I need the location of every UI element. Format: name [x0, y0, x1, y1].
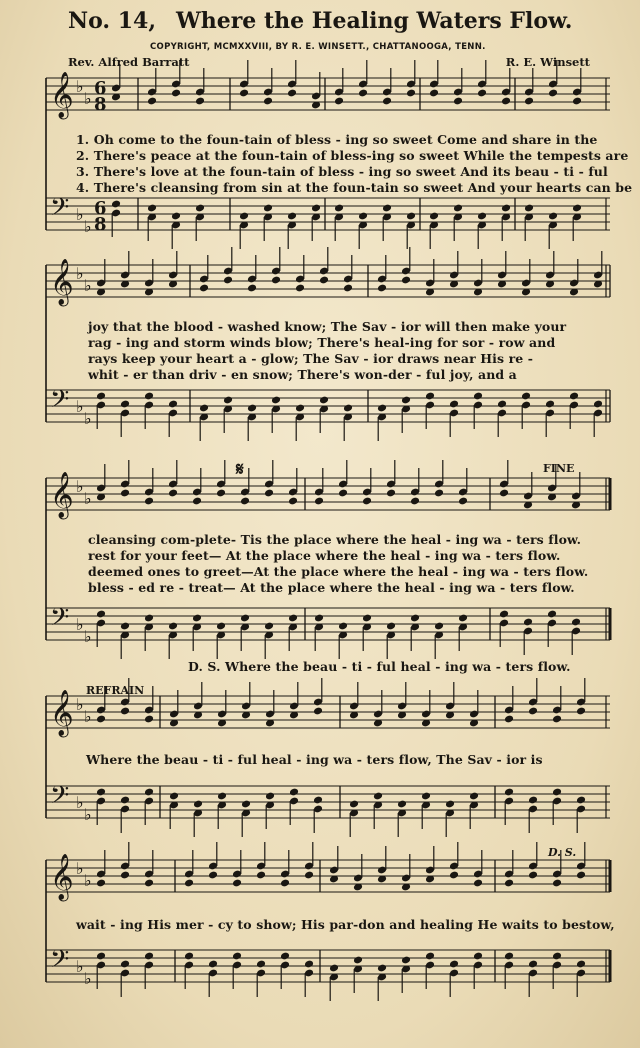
- system-3-bass-note: [458, 614, 468, 623]
- system-1-bass-note: [147, 204, 157, 213]
- system-1-treble-note: [572, 97, 582, 106]
- system-3-treble-note: [314, 497, 324, 506]
- system-5-treble-note: [449, 871, 459, 880]
- system-2-treble-note: [343, 284, 353, 293]
- system-5-treble-note: [232, 879, 242, 888]
- system-4-treble-note: [120, 707, 130, 716]
- system-2-treble-note: [295, 284, 305, 293]
- system-1-bass-note: [524, 204, 534, 213]
- system-4-treble-clef: 𝄞: [50, 690, 74, 736]
- system-5-bass-flat-sign: ♭: [76, 957, 84, 976]
- system-5-treble-note: [120, 871, 130, 880]
- system-1-bass-note: [572, 204, 582, 213]
- system-5-bass-note: [120, 960, 130, 969]
- system-1-treble-note: [171, 89, 181, 98]
- system-2-bass-note: [449, 400, 459, 409]
- system-1-bass-note: [382, 204, 392, 213]
- system-3-treble-note: [120, 489, 130, 498]
- segno-sign: 𝄋: [236, 459, 244, 480]
- system-5-treble-note: [473, 879, 483, 888]
- system-4-bass-note: [397, 800, 407, 809]
- hymn-title: Where the Healing Waters Flow.: [176, 8, 573, 34]
- system-2-bass-note: [497, 400, 507, 409]
- system-5-treble-note: [184, 879, 194, 888]
- system-1-treble-time-bottom: 8: [94, 94, 107, 115]
- ds-line: D. S. Where the beau - ti - ful heal - ing wa - ters flow.: [188, 659, 571, 674]
- system-4-bass-flat-sign: ♭: [76, 793, 84, 812]
- system-5-treble-note: [144, 879, 154, 888]
- system-1-bass-time-top: 6: [94, 198, 107, 219]
- system-5-treble-clef: 𝄞: [50, 854, 74, 900]
- system-5-bass-note: [528, 960, 538, 969]
- composer-credit: R. E. Winsett: [505, 55, 590, 69]
- system-4-bass-note: [144, 788, 154, 797]
- system-3-bass-note: [386, 622, 396, 631]
- system-1-treble-note: [382, 97, 392, 106]
- verse-4-line-2: whit - er than driv - en snow; There's won-der - ful joy, and a: [88, 367, 517, 382]
- system-4-treble-flat-sign: ♭: [84, 707, 92, 726]
- system-1-bass-note: [195, 204, 205, 213]
- system-4-treble-note: [313, 707, 323, 716]
- system-1-treble-note: [147, 97, 157, 106]
- system-1-bass-note: [334, 204, 344, 213]
- system-3-bass-note: [240, 614, 250, 623]
- system-1-bass-note: [171, 212, 181, 221]
- system-4-bass-note: [265, 792, 275, 801]
- system-2-bass-note: [425, 392, 435, 401]
- system-2-treble-flat-sign: ♭: [76, 264, 84, 283]
- system-3-bass-note: [499, 610, 509, 619]
- refrain-marking: REFRAIN: [86, 684, 145, 697]
- system-5-treble-note: [304, 871, 314, 880]
- system-1-bass-note: [548, 212, 558, 221]
- system-3-bass-note: [96, 610, 106, 619]
- system-2-treble-note: [199, 284, 209, 293]
- system-4-treble-note: [552, 715, 562, 724]
- system-3-bass-note: [288, 614, 298, 623]
- system-5-treble-note: [256, 871, 266, 880]
- system-1-bass-time-bottom: 8: [94, 214, 107, 235]
- system-3-bass-note: [547, 610, 557, 619]
- system-5-bass-note: [280, 952, 290, 961]
- system-1-bass-note: [358, 212, 368, 221]
- system-2-bass-note: [144, 392, 154, 401]
- system-5-bass-note: [401, 956, 411, 965]
- system-3-treble-note: [410, 497, 420, 506]
- system-5-treble-note: [552, 879, 562, 888]
- system-5-bass-note: [208, 960, 218, 969]
- system-2-bass-note: [247, 404, 257, 413]
- system-5-bass-note: [353, 956, 363, 965]
- system-3-treble-clef: 𝄞: [50, 472, 74, 518]
- system-2-bass-note: [401, 396, 411, 405]
- system-3-bass-note: [523, 618, 533, 627]
- system-5-bass-note: [96, 952, 106, 961]
- verse-1-line-2: joy that the blood - washed know; The Sav - ior will then make your: [88, 319, 567, 334]
- system-4-bass-note: [289, 788, 299, 797]
- refrain-line-2: wait - ing His mer - cy to show; His par-don and healing He waits to bestow,: [76, 917, 615, 932]
- system-4-treble-note: [528, 707, 538, 716]
- verse-2-line-2: rag - ing and storm winds blow; There's heal-ing for sor - row and: [88, 335, 556, 350]
- system-1-treble-note: [263, 97, 273, 106]
- verse-3-line-1: 3. There's love at the foun-tain of bless - ing so sweet And its beau - ti - ful: [76, 164, 608, 179]
- system-3-treble-note: [168, 489, 178, 498]
- system-3-treble-note: [458, 497, 468, 506]
- system-2-bass-note: [295, 404, 305, 413]
- system-5-treble-note: [208, 871, 218, 880]
- system-2-bass-note: [223, 396, 233, 405]
- system-1-bass-note: [111, 200, 121, 209]
- system-3-treble-note: [264, 489, 274, 498]
- system-1-bass-note: [477, 212, 487, 221]
- verse-2-line-3: rest for your feet— At the place where the heal - ing wa - ters flow.: [88, 548, 561, 563]
- system-2-bass-note: [96, 392, 106, 401]
- system-5-treble-flat-sign: ♭: [84, 871, 92, 890]
- ds-marking: D. S.: [548, 846, 577, 859]
- system-2-treble-note: [271, 276, 281, 285]
- system-5-bass-note: [184, 952, 194, 961]
- system-1-treble-note: [334, 97, 344, 106]
- system-4-bass-note: [217, 792, 227, 801]
- lyricist-credit: Rev. Alfred Barratt: [68, 55, 190, 69]
- system-1-treble-note: [524, 97, 534, 106]
- system-2-bass-note: [569, 392, 579, 401]
- system-4-bass-note: [313, 796, 323, 805]
- verse-1-line-1: 1. Oh come to the foun-tain of bless - ing so sweet Come and share in the: [76, 132, 598, 147]
- system-2-bass-flat-sign: ♭: [76, 397, 84, 416]
- system-3-bass-note: [264, 622, 274, 631]
- system-4-treble-flat-sign: ♭: [76, 695, 84, 714]
- system-1-bass-note: [453, 204, 463, 213]
- system-4-bass-note: [528, 796, 538, 805]
- system-4-bass-note: [349, 800, 359, 809]
- system-5-bass-note: [304, 960, 314, 969]
- system-4-bass-note: [576, 796, 586, 805]
- system-3-bass-note: [168, 622, 178, 631]
- system-4-bass-note: [193, 800, 203, 809]
- system-2-bass-clef: 𝄢: [50, 385, 70, 420]
- system-1-treble-note: [195, 97, 205, 106]
- system-5-bass-flat-sign: ♭: [84, 969, 92, 988]
- system-3-bass-flat-sign: ♭: [76, 615, 84, 634]
- system-1-treble-note: [287, 89, 297, 98]
- verse-1-line-3: cleansing com-plete- Tis the place where the heal - ing wa - ters flow.: [88, 532, 582, 547]
- system-3-bass-note: [144, 614, 154, 623]
- system-4-bass-note: [120, 796, 130, 805]
- system-1-bass-note: [239, 212, 249, 221]
- system-3-bass-flat-sign: ♭: [84, 627, 92, 646]
- system-3-treble-flat-sign: ♭: [84, 489, 92, 508]
- system-2-treble-note: [319, 276, 329, 285]
- system-5-bass-clef: 𝄢: [50, 945, 70, 980]
- system-3-treble-note: [216, 489, 226, 498]
- verse-3-line-3: deemed ones to greet—At the place where the heal - ing wa - ters flow.: [88, 564, 589, 579]
- system-3-treble-note: [434, 489, 444, 498]
- system-2-bass-note: [271, 396, 281, 405]
- system-4-bass-note: [445, 800, 455, 809]
- system-1-treble-note: [477, 89, 487, 98]
- verse-3-line-2: rays keep your heart a - glow; The Sav - ior draws near His re -: [88, 351, 534, 366]
- verse-2-line-1: 2. There's peace at the foun-tain of bless-ing so sweet While the tempests are: [76, 148, 629, 163]
- system-1-bass-note: [501, 204, 511, 213]
- system-5-bass-note: [232, 952, 242, 961]
- system-2-bass-note: [120, 400, 130, 409]
- system-4-bass-clef: 𝄢: [50, 781, 70, 816]
- system-3-treble-note: [499, 489, 509, 498]
- system-5-bass-note: [377, 964, 387, 973]
- system-4-treble-note: [144, 715, 154, 724]
- system-2-bass-note: [199, 404, 209, 413]
- fine-marking: FINE: [543, 462, 575, 475]
- system-4-bass-note: [552, 788, 562, 797]
- system-5-bass-note: [449, 960, 459, 969]
- system-5-treble-flat-sign: ♭: [76, 859, 84, 878]
- system-3-treble-note: [240, 497, 250, 506]
- system-5-treble-note: [504, 879, 514, 888]
- system-5-treble-note: [280, 879, 290, 888]
- system-2-bass-flat-sign: ♭: [84, 409, 92, 428]
- system-2-bass-note: [343, 404, 353, 413]
- system-5-treble-note: [576, 871, 586, 880]
- system-4-treble-note: [96, 715, 106, 724]
- system-5-bass-note: [504, 952, 514, 961]
- system-2-treble-note: [223, 276, 233, 285]
- hymn-number: No. 14,: [68, 8, 156, 34]
- system-1-bass-note: [311, 204, 321, 213]
- system-3-bass-note: [434, 622, 444, 631]
- system-3-bass-note: [362, 614, 372, 623]
- system-5-bass-note: [576, 960, 586, 969]
- system-1-bass-note: [287, 212, 297, 221]
- system-2-bass-note: [377, 404, 387, 413]
- system-4-bass-note: [241, 800, 251, 809]
- system-5-treble-note: [528, 871, 538, 880]
- system-2-treble-note: [247, 284, 257, 293]
- system-5-bass-note: [144, 952, 154, 961]
- system-3-treble-flat-sign: ♭: [76, 477, 84, 496]
- verse-4-line-3: bless - ed re - treat— At the place where the heal - ing wa - ters flow.: [88, 580, 575, 595]
- system-1-treble-clef: 𝄞: [50, 72, 74, 118]
- system-1-treble-note: [429, 89, 439, 98]
- system-3-bass-clef: 𝄢: [50, 603, 70, 638]
- system-2-bass-note: [545, 400, 555, 409]
- system-5-bass-note: [425, 952, 435, 961]
- system-3-treble-note: [386, 489, 396, 498]
- system-2-treble-clef: 𝄞: [50, 259, 74, 305]
- refrain-line-1: Where the beau - ti - ful heal - ing wa - ters flow, The Sav - ior is: [86, 752, 543, 767]
- system-2-bass-note: [319, 396, 329, 405]
- system-1-bass-note: [406, 212, 416, 221]
- system-2-bass-note: [473, 392, 483, 401]
- system-3-treble-note: [144, 497, 154, 506]
- system-4-bass-note: [373, 792, 383, 801]
- system-1-bass-note: [263, 204, 273, 213]
- system-4-bass-note: [169, 792, 179, 801]
- system-3-bass-note: [216, 622, 226, 631]
- system-4-bass-note: [96, 788, 106, 797]
- system-2-treble-note: [377, 284, 387, 293]
- copyright-notice: COPYRIGHT, MCMXXVIII, BY R. E. WINSETT., CHATTANOOGA, TENN.: [150, 42, 486, 52]
- system-2-treble-note: [401, 276, 411, 285]
- system-5-treble-note: [96, 879, 106, 888]
- system-1-treble-time-top: 6: [94, 78, 107, 99]
- system-1-bass-note: [429, 212, 439, 221]
- system-3-treble-note: [338, 489, 348, 498]
- system-3-bass-note: [314, 614, 324, 623]
- system-5-bass-note: [256, 960, 266, 969]
- system-3-bass-note: [338, 622, 348, 631]
- system-1-treble-note: [358, 89, 368, 98]
- system-3-bass-note: [120, 622, 130, 631]
- system-1-bass-flat-sign: ♭: [76, 205, 84, 224]
- system-4-treble-note: [504, 715, 514, 724]
- system-1-treble-note: [406, 89, 416, 98]
- system-5-bass-note: [552, 952, 562, 961]
- system-1-treble-note: [453, 97, 463, 106]
- system-1-bass-flat-sign: ♭: [84, 217, 92, 236]
- system-5-bass-note: [473, 952, 483, 961]
- system-3-treble-note: [192, 497, 202, 506]
- system-4-bass-flat-sign: ♭: [84, 805, 92, 824]
- verse-4-line-1: 4. There's cleansing from sin at the foun-tain so sweet And your hearts can be: [76, 180, 633, 195]
- system-1-treble-flat-sign: ♭: [76, 77, 84, 96]
- system-3-treble-note: [288, 497, 298, 506]
- system-2-bass-note: [593, 400, 603, 409]
- system-3-bass-note: [571, 618, 581, 627]
- system-1-treble-note: [239, 89, 249, 98]
- system-1-treble-note: [501, 97, 511, 106]
- system-3-bass-note: [192, 614, 202, 623]
- system-1-bass-clef: 𝄢: [50, 193, 70, 228]
- system-1-treble-note: [548, 89, 558, 98]
- system-4-treble-note: [576, 707, 586, 716]
- system-2-bass-note: [521, 392, 531, 401]
- system-1-treble-flat-sign: ♭: [84, 89, 92, 108]
- system-3-bass-note: [410, 614, 420, 623]
- system-4-bass-note: [504, 788, 514, 797]
- system-2-bass-note: [168, 400, 178, 409]
- system-2-treble-flat-sign: ♭: [84, 276, 92, 295]
- system-4-bass-note: [469, 792, 479, 801]
- system-3-treble-note: [362, 497, 372, 506]
- system-5-bass-note: [329, 964, 339, 973]
- system-4-bass-note: [421, 792, 431, 801]
